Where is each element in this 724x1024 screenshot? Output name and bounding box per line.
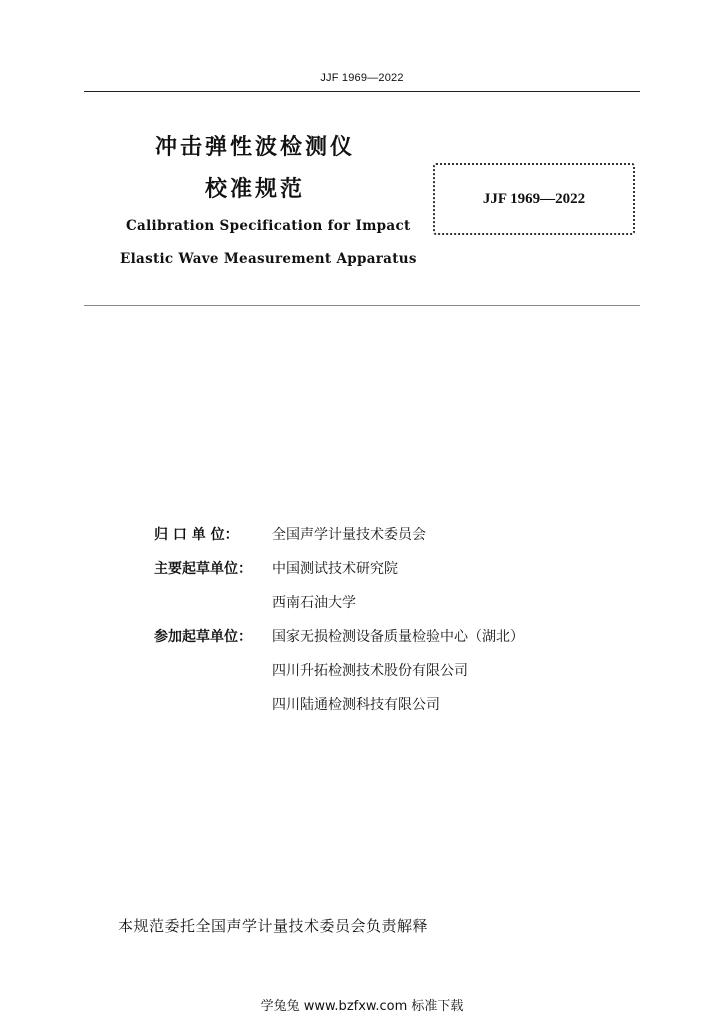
info-row-guikou bbox=[154, 517, 614, 551]
info-row-participating-drafter bbox=[154, 687, 614, 721]
standard-code-box-text: JJF 1969—2022 bbox=[482, 190, 586, 207]
header-standard-code: JJF 1969—2022 bbox=[320, 72, 404, 84]
title-chinese-line2: 校准规范 bbox=[205, 177, 306, 202]
info-row-main-drafter bbox=[154, 585, 614, 619]
title-english-line2: Elastic Wave Measurement Apparatus bbox=[120, 251, 417, 267]
title-chinese-line1: 冲击弹性波检测仪 bbox=[155, 135, 356, 160]
title-english-line1: Calibration Specification for Impact bbox=[126, 218, 411, 234]
header-rule bbox=[84, 91, 640, 92]
info-row-main-drafter bbox=[154, 551, 614, 585]
participating-drafter-value: 四川升拓检测技术股份有限公司 bbox=[272, 663, 468, 679]
drafting-info bbox=[154, 517, 614, 721]
info-row-participating-drafter bbox=[154, 619, 614, 653]
participating-drafter-value: 四川陆通检测科技有限公司 bbox=[272, 697, 440, 713]
main-drafter-value: 中国测试技术研究院 bbox=[272, 561, 398, 577]
main-drafter-value: 西南石油大学 bbox=[272, 595, 356, 611]
info-row-participating-drafter bbox=[154, 653, 614, 687]
interpretation-note: 本规范委托全国声学计量技术委员会负责解释 bbox=[118, 917, 429, 935]
guikou-value: 全国声学计量技术委员会 bbox=[272, 527, 426, 543]
title-divider bbox=[84, 305, 640, 306]
main-drafter-label: 主要起草单位： bbox=[154, 561, 252, 577]
participating-drafter-label: 参加起草单位： bbox=[154, 629, 252, 645]
guikou-label: 归 口 单 位： bbox=[154, 527, 239, 543]
watermark-text: 学兔兔 www.bzfxw.com 标准下载 bbox=[260, 999, 464, 1014]
standard-code-box bbox=[433, 163, 635, 235]
participating-drafter-value: 国家无损检测设备质量检验中心（湖北） bbox=[272, 629, 524, 645]
